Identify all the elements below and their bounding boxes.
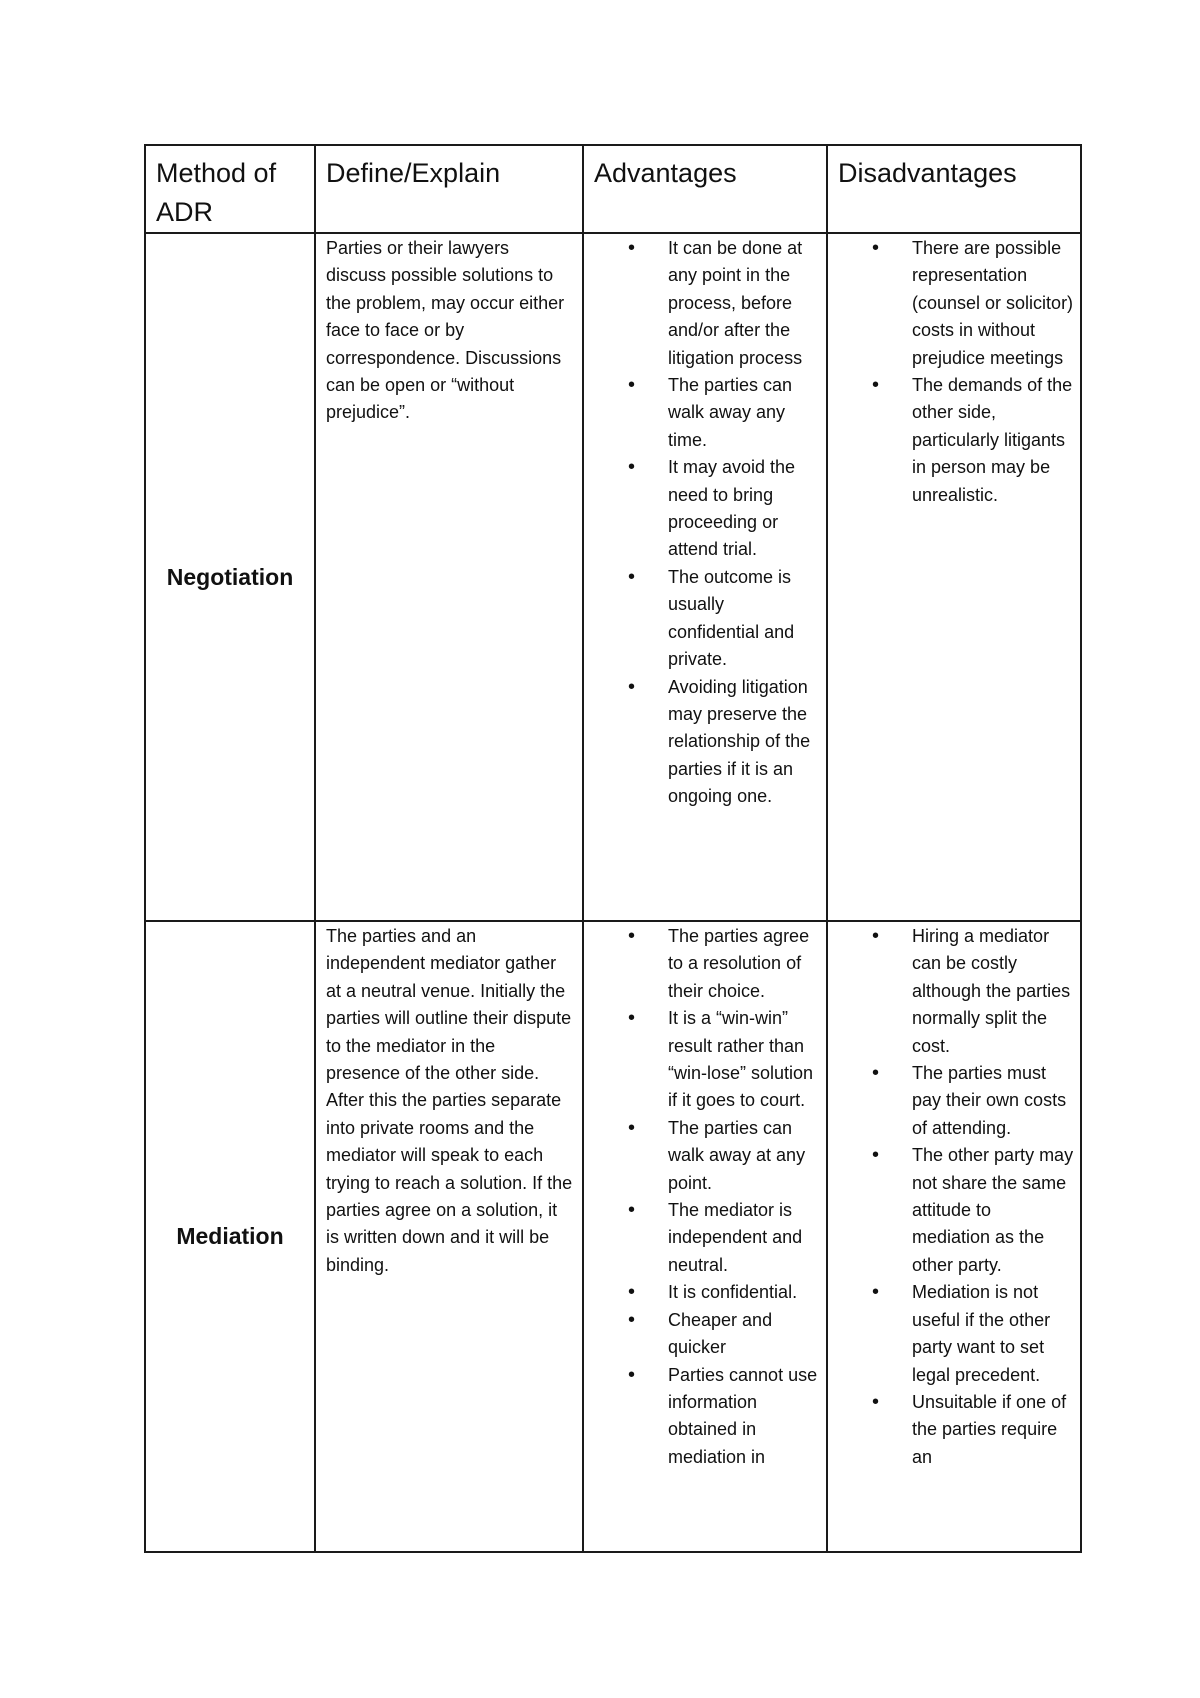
table-header-row: [145, 145, 1081, 233]
definition-cell: [315, 233, 583, 921]
definition-text: The parties and an independent mediator gather at a neutral venue. Initially the parties will outline their dispute to the mediator in the presence of the other side. After this the parties separate into private rooms and the mediator will speak to each trying to reach a solution. If the parties agree on a solution, it is written down and it will be binding.: [326, 926, 573, 1275]
list-item: • The parties must pay their own costs of attending.: [828, 1060, 1074, 1142]
adr-methods-table: [144, 144, 1082, 1553]
table-row: [145, 921, 1081, 1552]
disadvantages-cell: [827, 233, 1081, 921]
disadvantages-list: [828, 235, 1080, 509]
definition-cell: [315, 921, 583, 1552]
definition-text: Parties or their lawyers discuss possible solutions to the problem, may occur either face to face or by correspondence. Discussions can be open or “without prejudice”.: [326, 238, 565, 423]
list-item: • Avoiding litigation may preserve the relationship of the parties if it is an ongoing one.: [584, 674, 820, 811]
disadvantages-list: [828, 923, 1080, 1471]
list-item: • The parties can walk away any time.: [584, 372, 820, 454]
table-row: [145, 233, 1081, 921]
advantages-cell: [583, 233, 827, 921]
advantages-list: [584, 235, 826, 811]
header-define: Define/Explain: [315, 145, 583, 233]
advantages-cell: [583, 921, 827, 1552]
list-item: • There are possible representation (counsel or solicitor) costs in without prejudice meetings: [828, 235, 1074, 372]
header-disadvantages: Disadvantages: [827, 145, 1081, 233]
list-item: • It can be done at any point in the process, before and/or after the litigation process: [584, 235, 820, 372]
list-item: • It may avoid the need to bring proceeding or attend trial.: [584, 454, 820, 564]
header-advantages: Advantages: [583, 145, 827, 233]
list-item: • Mediation is not useful if the other party want to set legal precedent.: [828, 1279, 1074, 1389]
list-item: • Unsuitable if one of the parties require an: [828, 1389, 1074, 1471]
list-item: • The demands of the other side, particularly litigants in person may be unrealistic.: [828, 372, 1074, 509]
list-item: • The other party may not share the same attitude to mediation as the other party.: [828, 1142, 1074, 1279]
method-negotiation: Negotiation: [145, 233, 315, 921]
advantages-list: [584, 923, 826, 1471]
disadvantages-cell: [827, 921, 1081, 1552]
method-mediation: Mediation: [145, 921, 315, 1552]
list-item: • Cheaper and quicker: [584, 1307, 820, 1362]
list-item: • It is a “win-win” result rather than “win-lose” solution if it goes to court.: [584, 1005, 820, 1115]
list-item: • The parties can walk away at any point.: [584, 1115, 820, 1197]
list-item: • The mediator is independent and neutral.: [584, 1197, 820, 1279]
list-item: • The parties agree to a resolution of their choice.: [584, 923, 820, 1005]
header-method: Method of ADR: [145, 145, 315, 233]
list-item: • Hiring a mediator can be costly although the parties normally split the cost.: [828, 923, 1074, 1060]
list-item: • The outcome is usually confidential and private.: [584, 564, 820, 674]
list-item: • It is confidential.: [584, 1279, 820, 1306]
list-item: • Parties cannot use information obtained in mediation in: [584, 1362, 820, 1472]
